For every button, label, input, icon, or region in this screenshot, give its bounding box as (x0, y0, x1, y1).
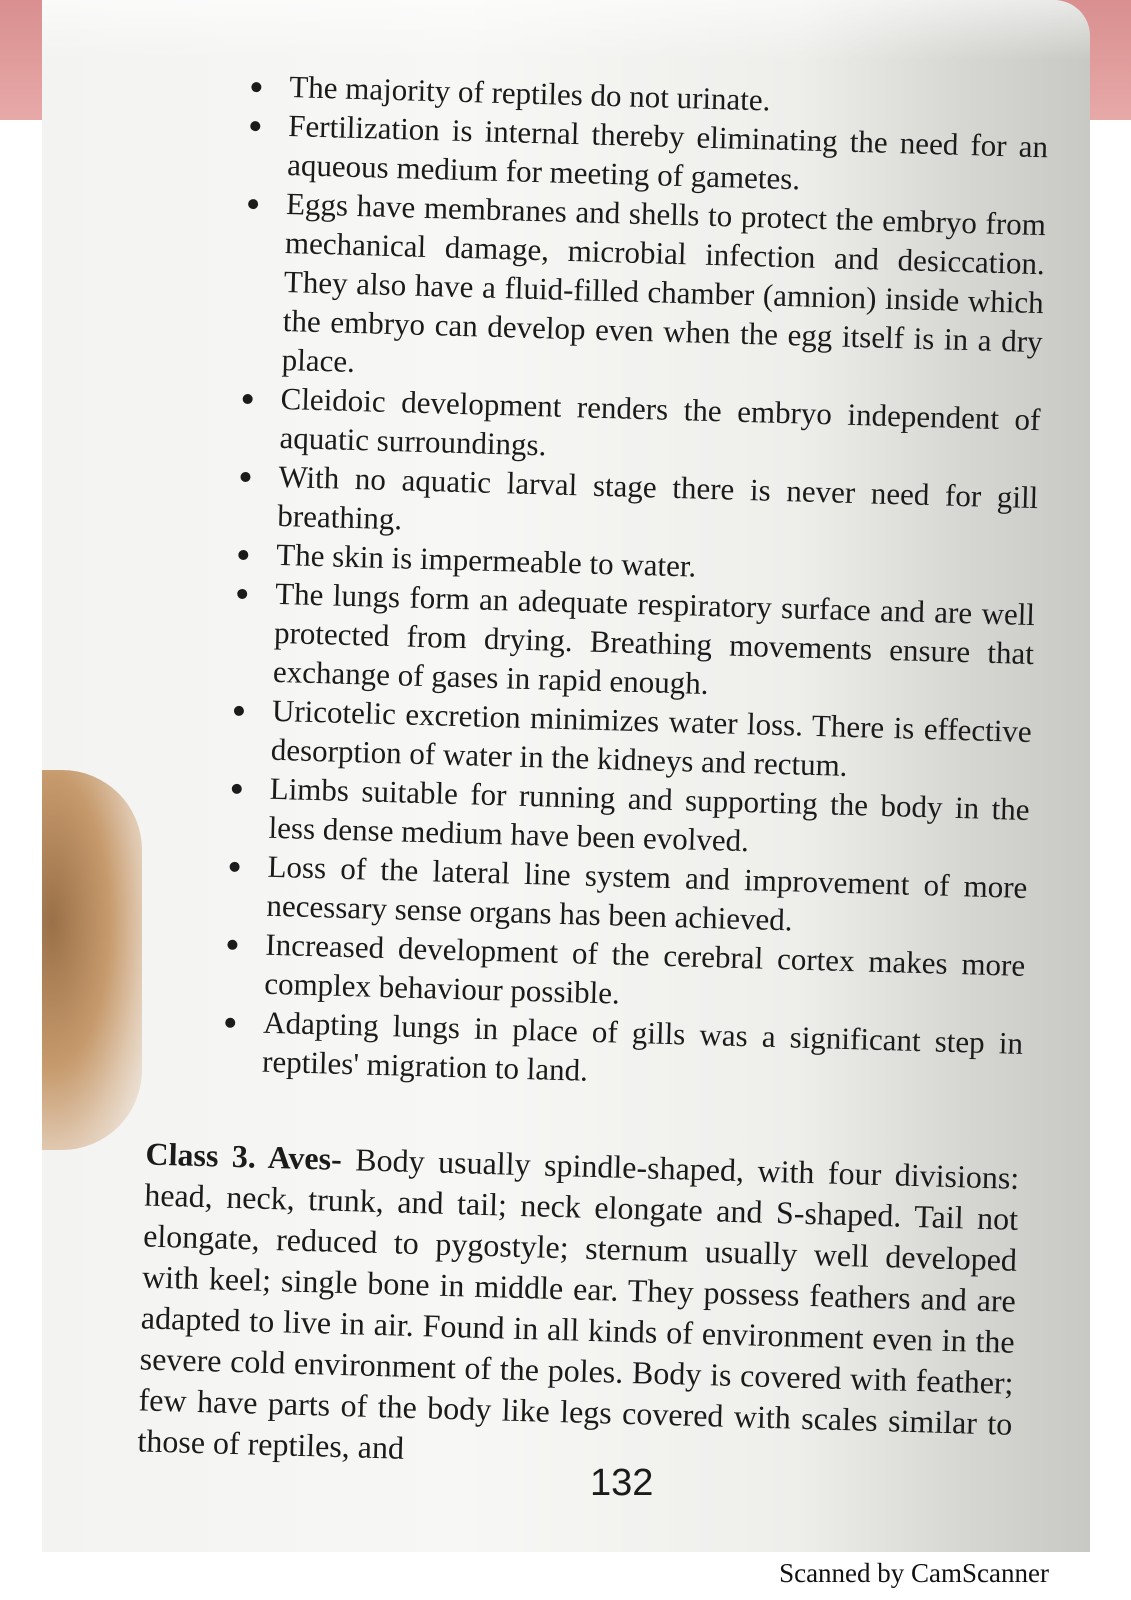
bullet-icon (243, 394, 253, 404)
bullet-icon (227, 940, 237, 950)
list-item: Limbs suitable for running and supporting the body in the less dense medium have been evolved. (158, 766, 1030, 868)
bullet-icon (250, 121, 260, 131)
list-item: Eggs have membranes and shells to protect the embryo from mechanical damage, microbial infection and desiccation. They also have a fluid-filled chamber (amnion) inside which the embryo can develop even when the egg itself is in a dry place. (171, 181, 1046, 400)
scanner-watermark: Scanned by CamScanner (779, 1558, 1049, 1588)
list-item: Adapting lungs in place of gills was a significant step in reptiles' migration to land. (152, 1000, 1024, 1102)
page-number: 132 (590, 1462, 654, 1504)
list-item: Loss of the lateral line system and improvement of more necessary sense organs has been achieved. (156, 844, 1028, 946)
list-item: Fertilization is internal thereby eliminating the need for an aqueous medium for meeting of gametes. (177, 103, 1049, 205)
list-item: The majority of reptiles do not urinate. (179, 64, 1050, 127)
aves-text: Body usually spindle-shaped, with four divisions: head, neck, trunk, and tail; neck elongate and S-shaped. Tail not elongate, reduced to pygostyle; sternum usually well developed with keel; single bone in middle ear. They possess feathers and are adapted to live in air. Found in all kinds of environment even in the severe cold environment of the poles. Body is covered with feather; few have parts of the body like legs covered with scales similar to those of reptiles, and (137, 1141, 1020, 1466)
list-item: With no aquatic larval stage there is never need for gill breathing. (167, 454, 1039, 556)
bullet-icon (232, 784, 242, 794)
reptile-characteristics-list (152, 64, 1050, 1102)
list-item: Increased development of the cerebral cortex makes more complex behaviour possible. (154, 922, 1026, 1024)
bullet-icon (225, 1018, 235, 1028)
list-item: Cleidoic development renders the embryo independent of aquatic surroundings. (169, 376, 1041, 478)
bullet-icon (251, 82, 261, 92)
bullet-icon (234, 706, 244, 716)
bullet-icon (237, 589, 247, 599)
aves-paragraph (137, 1133, 1020, 1485)
bullet-icon (229, 862, 239, 872)
bullet-icon (248, 199, 258, 209)
list-item: The skin is impermeable to water. (166, 532, 1037, 595)
finger-shadow (42, 770, 142, 1150)
bullet-icon (240, 472, 250, 482)
list-item: The lungs form an adequate respiratory surface and are well protected from drying. Breathing movements ensure that exchange of gases in rapid enough. (163, 571, 1036, 712)
page-content (137, 64, 1050, 1518)
list-item: Uricotelic excretion minimizes water loss. There is effective desorption of water in the kidneys and rectum. (160, 688, 1032, 790)
bullet-icon (238, 550, 248, 560)
aves-heading: Class 3. Aves- (145, 1135, 343, 1177)
